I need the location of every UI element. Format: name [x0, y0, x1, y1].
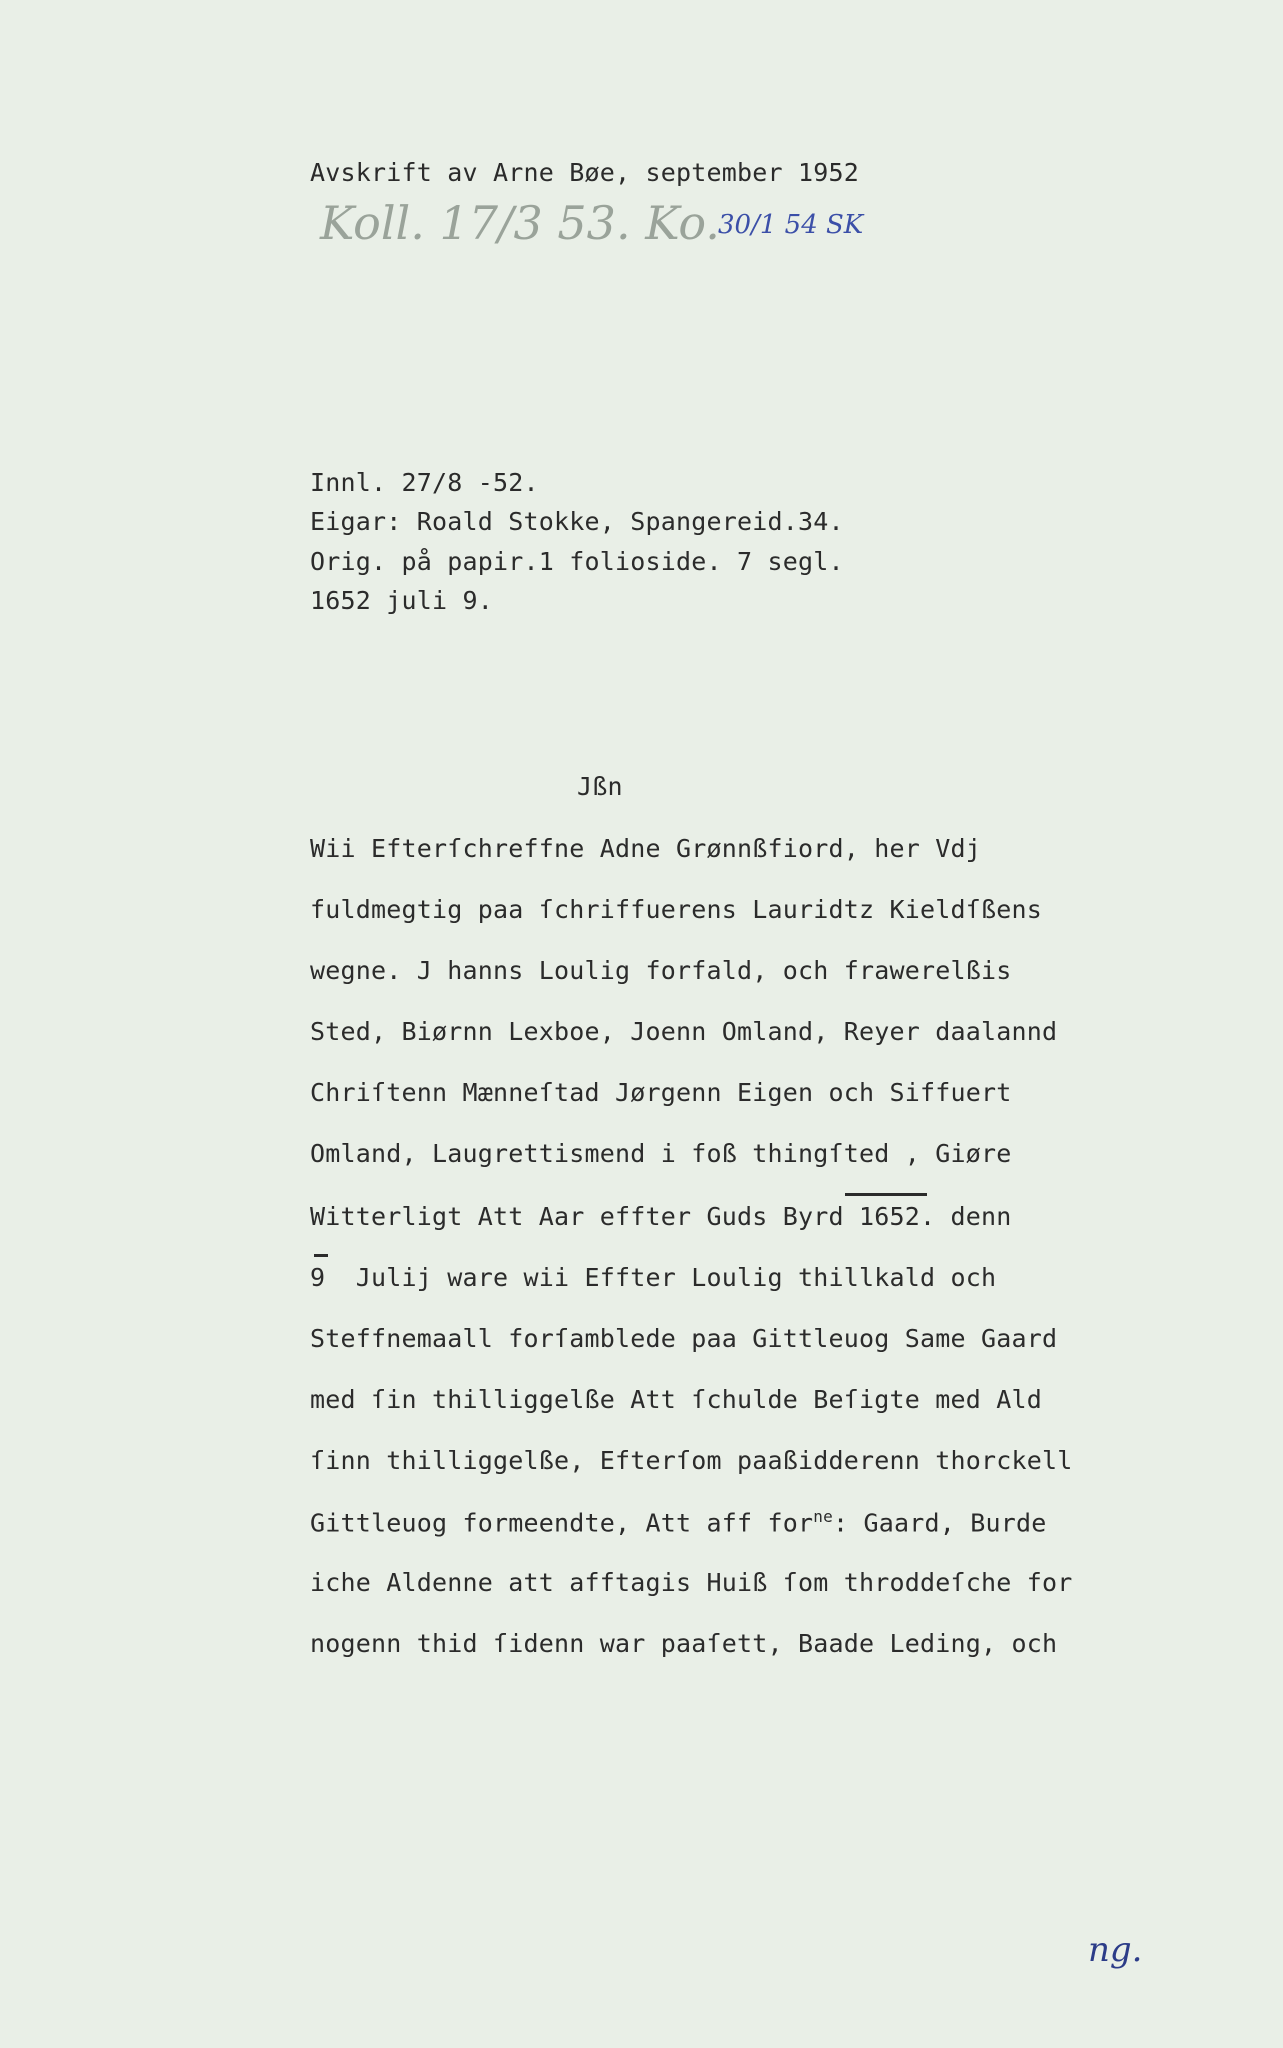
- body-line-14: nogenn thid ſidenn war paaſett, Baade Leding, och: [310, 1629, 1058, 1658]
- body-line-9: Steffnemaall forſamblede paa Gittleuog Same Gaard: [310, 1324, 1058, 1353]
- transcription-note: Avskrift av Arne Bøe, september 1952: [310, 158, 860, 187]
- body-line-12-tail: : Gaard, Burde: [832, 1508, 1047, 1538]
- document-heading: Jßn: [577, 772, 623, 801]
- metadata-received: Innl. 27/8 -52.: [310, 468, 539, 497]
- body-line-8: 9 Julij ware wii Effter Loulig thillkald och: [310, 1263, 997, 1292]
- body-line-3: wegne. J hanns Loulig forfald, och frawerelßis: [310, 956, 1012, 985]
- metadata-date: 1652 juli 9.: [310, 586, 494, 615]
- body-line-6: Omland, Laugrettismend i foß thingſted , Giøre: [310, 1139, 1012, 1168]
- body-line-13: iche Aldenne att afftagis Huiß ſom throddeſche for: [310, 1568, 1073, 1597]
- body-line-12: [310, 1507, 1047, 1537]
- body-line-10: med ſin thilliggelße Att ſchulde Beſigte med Ald: [310, 1385, 1043, 1414]
- overline-year: [845, 1193, 927, 1196]
- body-line-2: fuldmegtig paa ſchriffuerens Lauridtz Kieldſßens: [310, 895, 1043, 924]
- handwritten-initials: ng.: [1088, 1930, 1143, 1970]
- body-line-7: Witterligt Att Aar effter Guds Byrd 1652. denn: [310, 1202, 1012, 1231]
- handwritten-date-note: 30/1 54 SK: [718, 210, 864, 240]
- body-line-12-superscript: ne: [813, 1507, 833, 1526]
- body-line-12-main: Gittleuog formeendte, Att aff for: [310, 1508, 814, 1538]
- metadata-owner: Eigar: Roald Stokke, Spangereid.34.: [310, 507, 844, 536]
- body-line-11: ſinn thilliggelße, Efterſom paaßidderenn thorckell: [310, 1446, 1073, 1475]
- body-line-4: Sted, Biørnn Lexboe, Joenn Omland, Reyer daalannd: [310, 1017, 1058, 1046]
- metadata-original: Orig. på papir.1 folioside. 7 segl.: [310, 547, 844, 576]
- overline-day: [314, 1254, 328, 1257]
- handwritten-collation-note: Koll. 17/3 53. Ko.: [320, 196, 720, 250]
- body-line-1: Wii Efterſchreffne Adne Grønnßfiord, her Vdj: [310, 834, 982, 863]
- body-line-5: Chriſtenn Mænneſtad Jørgenn Eigen och Siffuert: [310, 1078, 1012, 1107]
